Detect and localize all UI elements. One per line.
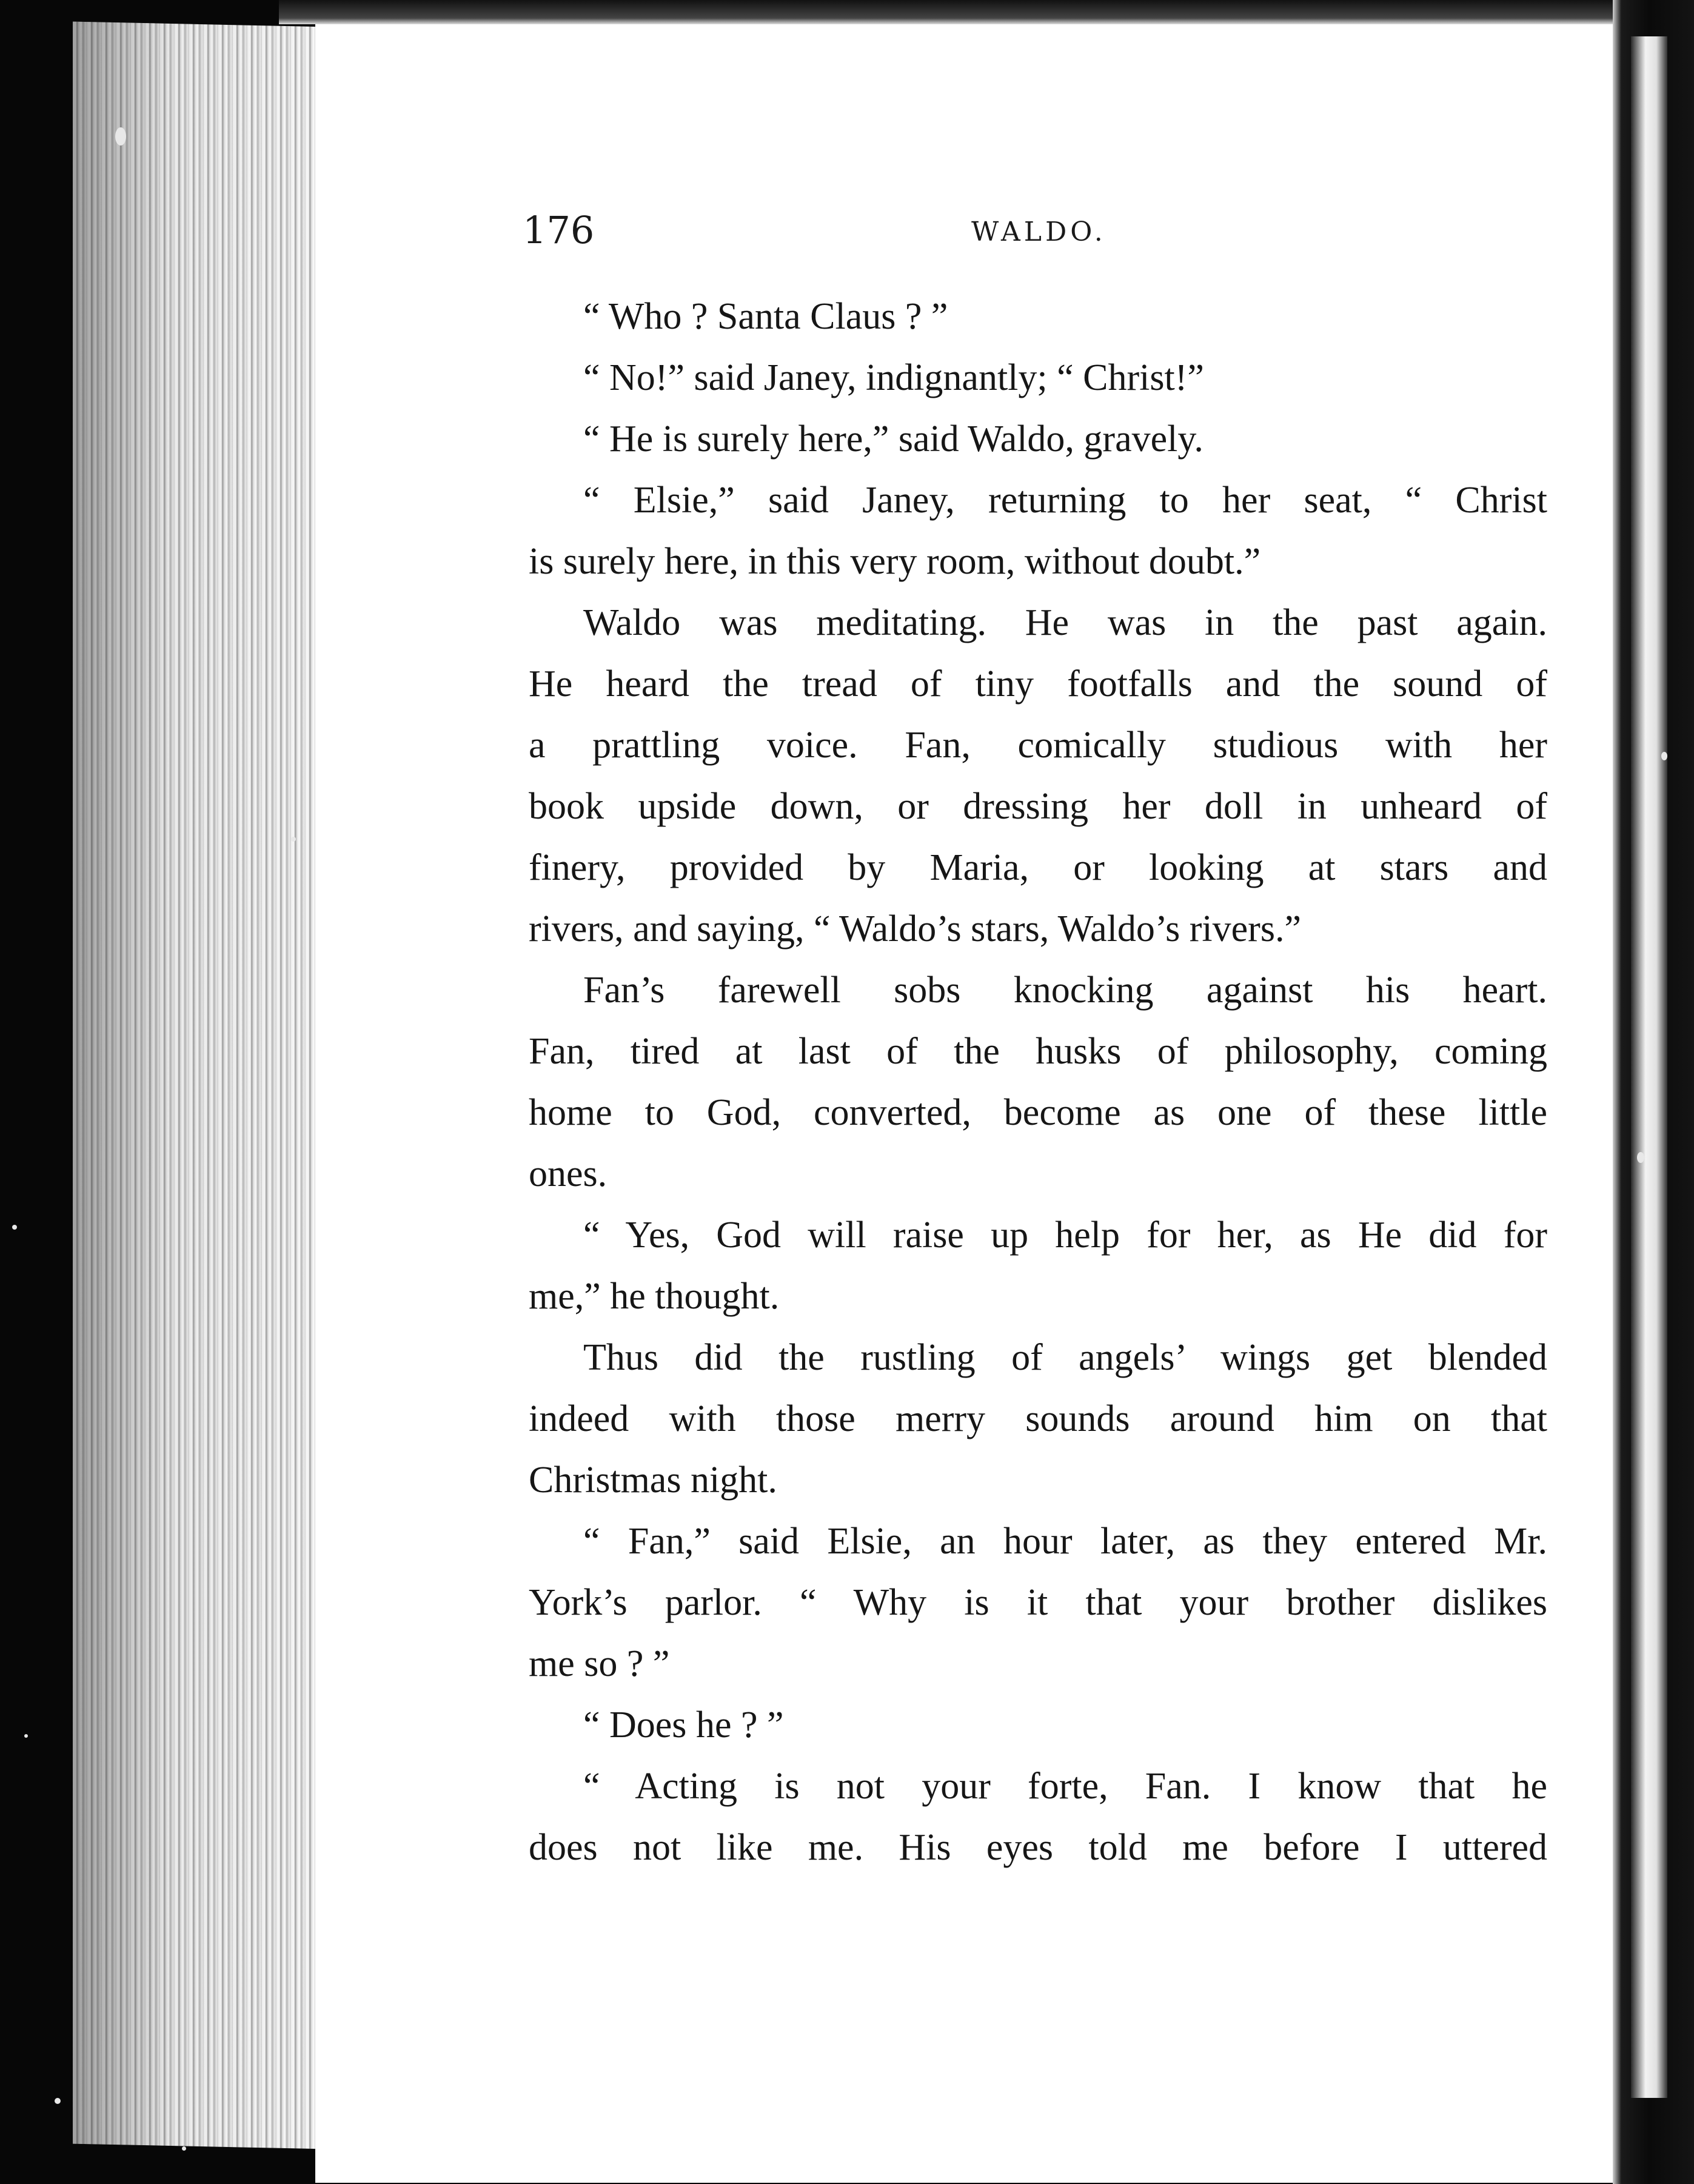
text-line: Fan, tired at last of the husks of philosophy, coming bbox=[529, 1031, 1547, 1072]
text-line: “ Does he ? ” bbox=[583, 1704, 784, 1746]
text-line: rivers, and saying, “ Waldo’s stars, Waldo’s rivers.” bbox=[529, 908, 1301, 950]
running-head bbox=[523, 206, 1553, 255]
dust-speck bbox=[291, 837, 296, 842]
text-line: “ Elsie,” said Janey, returning to her seat, “ Christ bbox=[583, 480, 1547, 521]
text-line: me so ? ” bbox=[529, 1643, 670, 1684]
text-line: York’s parlor. “ Why is it that your brother dislikes bbox=[529, 1582, 1547, 1623]
dust-speck bbox=[55, 2098, 61, 2104]
text-line: “ Yes, God will raise up help for her, as He did for bbox=[583, 1214, 1547, 1256]
text-line: ones. bbox=[529, 1153, 608, 1194]
page-edge-shadow bbox=[73, 22, 327, 2149]
facing-page-strip bbox=[1631, 36, 1667, 2098]
text-line: book upside down, or dressing her doll in unheard of bbox=[529, 786, 1547, 827]
dust-speck bbox=[182, 2146, 186, 2151]
dust-speck bbox=[12, 1225, 17, 1230]
dust-speck bbox=[24, 1734, 28, 1738]
text-line: Christmas night. bbox=[529, 1459, 777, 1501]
text-line: “ He is surely here,” said Waldo, gravely. bbox=[583, 418, 1204, 460]
text-line: does not like me. His eyes told me before I uttered bbox=[529, 1827, 1547, 1868]
text-line: He heard the tread of tiny footfalls and the sound of bbox=[529, 663, 1547, 705]
dust-speck bbox=[1637, 1152, 1644, 1163]
running-title: WALDO. bbox=[971, 216, 1106, 247]
text-line: “ Fan,” said Elsie, an hour later, as they entered Mr. bbox=[583, 1521, 1547, 1562]
page-number: 176 bbox=[523, 208, 595, 252]
dust-speck bbox=[1661, 752, 1667, 760]
text-line: Waldo was meditating. He was in the past again. bbox=[583, 602, 1547, 643]
text-line: “ Who ? Santa Claus ? ” bbox=[583, 296, 948, 337]
text-line: finery, provided by Maria, or looking at stars and bbox=[529, 847, 1547, 888]
text-line: Thus did the rustling of angels’ wings get blended bbox=[583, 1337, 1547, 1378]
text-line: “ Acting is not your forte, Fan. I know that he bbox=[583, 1766, 1547, 1807]
text-line: Fan’s farewell sobs knocking against his heart. bbox=[583, 970, 1547, 1011]
body-text bbox=[529, 286, 1547, 1878]
text-line: “ No!” said Janey, indignantly; “ Christ!” bbox=[583, 357, 1204, 398]
top-page-edge bbox=[279, 0, 1637, 24]
text-line: a prattling voice. Fan, comically studious with her bbox=[529, 725, 1547, 766]
text-line: home to God, converted, become as one of these little bbox=[529, 1092, 1547, 1133]
text-line: me,” he thought. bbox=[529, 1276, 780, 1317]
text-line: is surely here, in this very room, without doubt.” bbox=[529, 541, 1261, 582]
text-line: indeed with those merry sounds around him on that bbox=[529, 1398, 1547, 1439]
dust-speck bbox=[115, 127, 126, 146]
